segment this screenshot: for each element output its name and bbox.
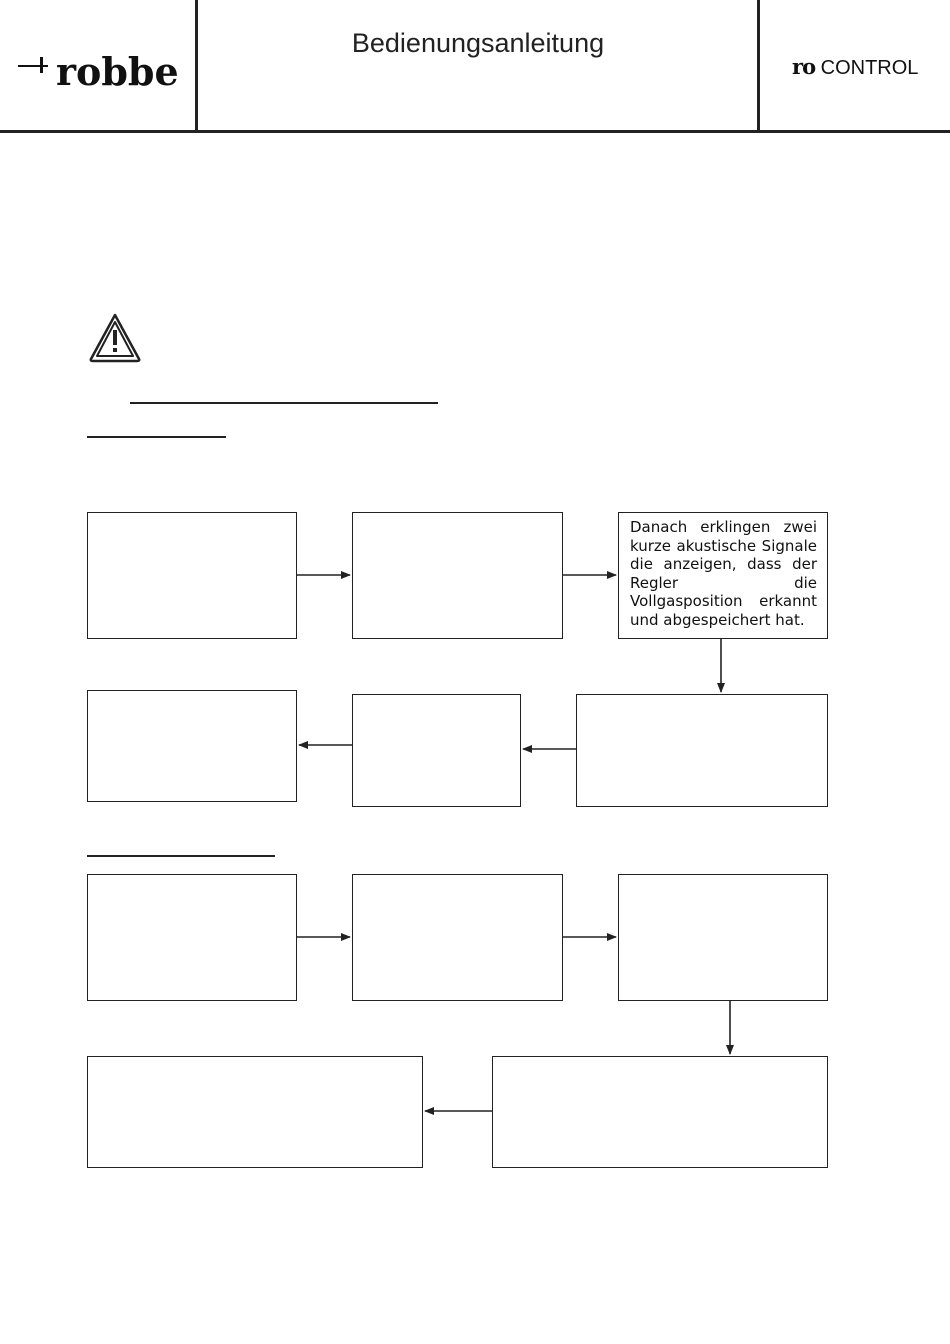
robbe-logo-antenna bbox=[18, 65, 48, 67]
page-title: Bedienungsanleitung bbox=[351, 28, 605, 58]
warning-triangle-icon bbox=[88, 312, 142, 364]
flowchart-b-step-1 bbox=[87, 874, 297, 1001]
section-heading-underline bbox=[130, 402, 438, 404]
robbe-logo: robbe bbox=[56, 49, 179, 94]
header-divider-right bbox=[757, 0, 760, 131]
flowchart-a-step-3 bbox=[618, 512, 828, 639]
flowchart-a-step-3-text: Danach erklingen zwei kurze akustische Signale die anzeigen, dass der Regler die Vollgasposition erkannt und abgespeichert hat. bbox=[630, 518, 817, 629]
header-divider-left bbox=[195, 0, 198, 131]
subsection-b-underline bbox=[87, 855, 275, 857]
flowchart-a-step-5 bbox=[352, 694, 521, 807]
flowchart-b-step-3 bbox=[618, 874, 828, 1001]
ro-control-logo-text: CONTROL bbox=[820, 57, 919, 79]
page-header bbox=[0, 0, 950, 132]
subsection-a-underline bbox=[87, 436, 226, 438]
robbe-logo-tick bbox=[40, 57, 43, 73]
flowchart-a-step-4 bbox=[576, 694, 828, 807]
flowchart-a-step-6 bbox=[87, 690, 297, 802]
flowchart-b-step-4 bbox=[492, 1056, 828, 1168]
flowchart-a-step-1 bbox=[87, 512, 297, 639]
flowchart-b-step-5 bbox=[87, 1056, 423, 1168]
flowchart-a-step-2 bbox=[352, 512, 563, 639]
flowchart-b-step-2 bbox=[352, 874, 563, 1001]
ro-control-logo-mark: ro bbox=[792, 54, 816, 79]
header-bottom-rule bbox=[0, 130, 950, 133]
ro-control-logo bbox=[792, 54, 918, 80]
